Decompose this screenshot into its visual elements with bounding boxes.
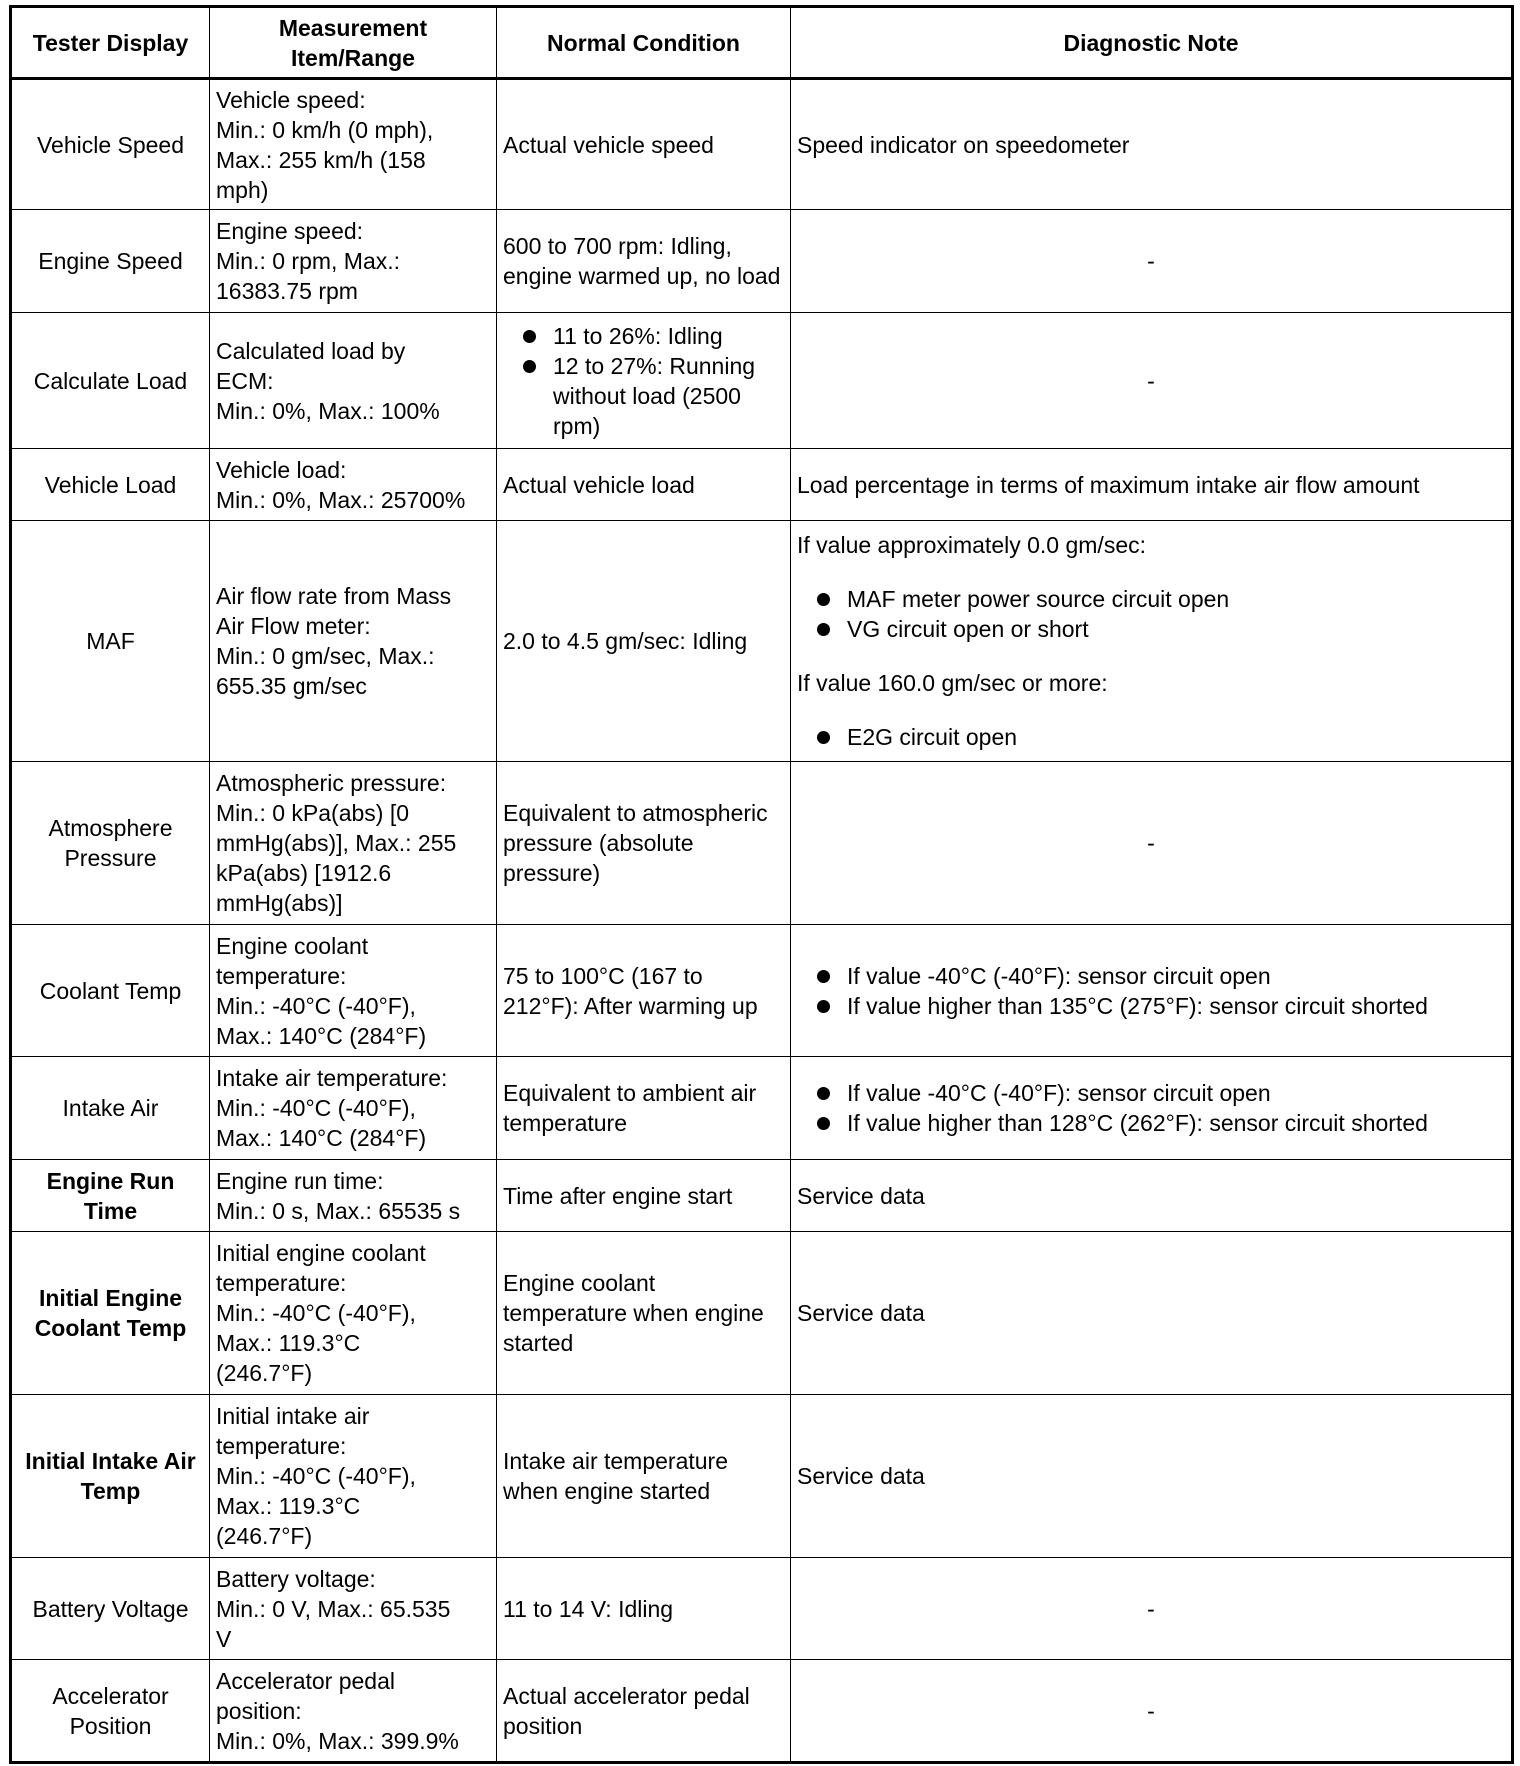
cell-diagnostic-note — [791, 1057, 1513, 1160]
range-line: temperature: — [216, 962, 347, 989]
note-bullet-list — [797, 722, 1505, 752]
cell-tester-display: Vehicle Load — [11, 449, 210, 521]
cell-measurement-range — [210, 925, 497, 1057]
table-row — [11, 1660, 1513, 1763]
cell-tester-display: Vehicle Speed — [11, 79, 210, 210]
range-line: mmHg(abs)], Max.: 255 — [216, 830, 457, 856]
table-row — [11, 762, 1513, 925]
range-line: Min.: 0 kPa(abs) [0 — [216, 800, 410, 826]
cell-normal-condition: 600 to 700 rpm: Idling, engine warmed up, no load — [497, 210, 791, 313]
table-row — [11, 210, 1513, 313]
cell-normal-condition — [497, 313, 791, 449]
cell-diagnostic-note: - — [791, 762, 1513, 925]
header-measurement-item-range — [210, 7, 497, 79]
list-item: 11 to 26%: Idling — [503, 321, 784, 351]
cell-diagnostic-note — [791, 521, 1513, 762]
display-line: Accelerator — [52, 1682, 169, 1709]
range-line: Initial engine coolant — [216, 1240, 426, 1266]
range-line: Accelerator pedal — [216, 1667, 395, 1694]
cell-measurement-range — [210, 762, 497, 925]
note-intro: If value approximately 0.0 gm/sec: — [797, 532, 1146, 558]
note-bullet-list — [797, 584, 1505, 644]
range-line: Min.: 0 rpm, Max.: — [216, 248, 401, 274]
cell-tester-display: Coolant Temp — [11, 925, 210, 1057]
range-line: Min.: 0%, Max.: 100% — [216, 397, 440, 424]
range-line: Max.: 119.3°C — [216, 1330, 361, 1356]
cell-measurement-range — [210, 1160, 497, 1232]
table-header-row — [11, 7, 1513, 79]
cell-measurement-range — [210, 313, 497, 449]
cell-measurement-range — [210, 79, 497, 210]
list-item: E2G circuit open — [797, 722, 1505, 752]
cell-diagnostic-note: - — [791, 1660, 1513, 1763]
note-bullet-list — [797, 961, 1505, 1021]
range-line: Engine run time: — [216, 1167, 384, 1194]
cell-normal-condition: Engine coolant temperature when engine started — [497, 1232, 791, 1395]
list-item: VG circuit open or short — [797, 614, 1505, 644]
range-line: position: — [216, 1697, 302, 1724]
range-line: Min.: 0 s, Max.: 65535 s — [216, 1197, 461, 1224]
range-line: (246.7°F) — [216, 1523, 313, 1549]
tester-data-table — [9, 5, 1514, 1764]
range-line: Intake air temperature: — [216, 1065, 448, 1091]
table-row — [11, 925, 1513, 1057]
normal-bullet-list — [503, 321, 784, 441]
header-diagnostic-note: Diagnostic Note — [791, 7, 1513, 79]
range-line: Max.: 119.3°C — [216, 1493, 361, 1519]
cell-tester-display — [11, 1660, 210, 1763]
cell-normal-condition: 11 to 14 V: Idling — [497, 1558, 791, 1660]
cell-diagnostic-note: Service data — [791, 1395, 1513, 1558]
header-normal-condition: Normal Condition — [497, 7, 791, 79]
range-line: Max.: 140°C (284°F) — [216, 1022, 427, 1049]
list-item: If value -40°C (-40°F): sensor circuit open — [797, 961, 1505, 991]
range-line: V — [216, 1625, 232, 1652]
list-item: MAF meter power source circuit open — [797, 584, 1505, 614]
range-line: Air flow rate from Mass — [216, 583, 452, 609]
cell-tester-display — [11, 1232, 210, 1395]
cell-diagnostic-note: Load percentage in terms of maximum intake air flow amount — [791, 449, 1513, 521]
range-line: mph) — [216, 176, 269, 203]
range-line: temperature: — [216, 1433, 347, 1459]
range-line: 16383.75 rpm — [216, 278, 358, 304]
cell-diagnostic-note — [791, 925, 1513, 1057]
header-tester-display: Tester Display — [11, 7, 210, 79]
table-row — [11, 521, 1513, 762]
range-line: Min.: 0 gm/sec, Max.: — [216, 643, 435, 669]
cell-tester-display — [11, 1395, 210, 1558]
table-row — [11, 1395, 1513, 1558]
display-line: Atmosphere — [48, 815, 173, 841]
cell-diagnostic-note: - — [791, 210, 1513, 313]
range-line: Atmospheric pressure: — [216, 770, 447, 796]
header-measurement-line1: Measurement — [278, 14, 428, 41]
range-line: mmHg(abs)] — [216, 890, 343, 916]
table-row — [11, 1558, 1513, 1660]
display-line: Initial Engine — [38, 1285, 183, 1311]
display-line: Temp — [80, 1478, 141, 1504]
display-line: Pressure — [64, 845, 157, 871]
cell-measurement-range — [210, 1232, 497, 1395]
range-line: Min.: -40°C (-40°F), — [216, 1095, 416, 1121]
range-line: Calculated load by — [216, 337, 406, 364]
table-row — [11, 79, 1513, 210]
display-line: Position — [69, 1712, 152, 1739]
range-line: Vehicle speed: — [216, 86, 366, 113]
cell-diagnostic-note: Service data — [791, 1160, 1513, 1232]
cell-normal-condition: Actual vehicle load — [497, 449, 791, 521]
display-line: Coolant Temp — [34, 1315, 187, 1341]
range-line: Min.: 0%, Max.: 399.9% — [216, 1727, 459, 1754]
range-line: Initial intake air — [216, 1403, 370, 1429]
cell-measurement-range — [210, 1057, 497, 1160]
range-line: Min.: -40°C (-40°F), — [216, 992, 416, 1019]
range-line: ECM: — [216, 367, 274, 394]
cell-normal-condition: 2.0 to 4.5 gm/sec: Idling — [497, 521, 791, 762]
cell-tester-display: Intake Air — [11, 1057, 210, 1160]
range-line: Air Flow meter: — [216, 613, 371, 639]
table-row — [11, 1232, 1513, 1395]
cell-measurement-range — [210, 1660, 497, 1763]
cell-normal-condition: Equivalent to ambient air temperature — [497, 1057, 791, 1160]
cell-tester-display: Engine Speed — [11, 210, 210, 313]
range-line: Max.: 140°C (284°F) — [216, 1125, 427, 1151]
range-line: Min.: 0 km/h (0 mph), — [216, 116, 434, 143]
cell-tester-display: MAF — [11, 521, 210, 762]
note-bullet-list — [797, 1078, 1505, 1138]
list-item: If value -40°C (-40°F): sensor circuit open — [797, 1078, 1505, 1108]
range-line: (246.7°F) — [216, 1360, 313, 1386]
cell-tester-display — [11, 762, 210, 925]
cell-normal-condition: Actual accelerator pedal position — [497, 1660, 791, 1763]
table-row — [11, 449, 1513, 521]
cell-normal-condition: Equivalent to atmospheric pressure (absolute pressure) — [497, 762, 791, 925]
cell-diagnostic-note: - — [791, 313, 1513, 449]
list-item: If value higher than 135°C (275°F): sensor circuit shorted — [797, 991, 1505, 1021]
cell-normal-condition: Intake air temperature when engine started — [497, 1395, 791, 1558]
table-row — [11, 1160, 1513, 1232]
cell-tester-display: Battery Voltage — [11, 1558, 210, 1660]
display-line: Time — [83, 1197, 138, 1224]
table-row — [11, 1057, 1513, 1160]
display-line: Initial Intake Air — [25, 1448, 196, 1474]
range-line: Engine coolant — [216, 932, 369, 959]
cell-measurement-range — [210, 210, 497, 313]
range-line: Min.: -40°C (-40°F), — [216, 1463, 416, 1489]
range-line: temperature: — [216, 1270, 347, 1296]
data-list-page — [9, 5, 1511, 1761]
range-line: Min.: 0 V, Max.: 65.535 — [216, 1595, 451, 1622]
cell-normal-condition: 75 to 100°C (167 to 212°F): After warming up — [497, 925, 791, 1057]
list-item: If value higher than 128°C (262°F): sensor circuit shorted — [797, 1108, 1505, 1138]
range-line: Min.: 0%, Max.: 25700% — [216, 486, 466, 513]
range-line: Engine speed: — [216, 218, 364, 244]
cell-diagnostic-note: Service data — [791, 1232, 1513, 1395]
cell-tester-display: Calculate Load — [11, 313, 210, 449]
cell-diagnostic-note: Speed indicator on speedometer — [791, 79, 1513, 210]
list-item: 12 to 27%: Running without load (2500 rpm) — [503, 351, 784, 441]
range-line: Min.: -40°C (-40°F), — [216, 1300, 416, 1326]
cell-diagnostic-note: - — [791, 1558, 1513, 1660]
cell-measurement-range — [210, 1558, 497, 1660]
range-line: Vehicle load: — [216, 456, 347, 483]
cell-measurement-range — [210, 449, 497, 521]
cell-normal-condition: Actual vehicle speed — [497, 79, 791, 210]
display-line: Engine Run — [46, 1167, 175, 1194]
header-measurement-line2: Item/Range — [291, 44, 415, 71]
range-line: 655.35 gm/sec — [216, 673, 367, 699]
range-line: Battery voltage: — [216, 1565, 376, 1592]
table-row — [11, 313, 1513, 449]
range-line: Max.: 255 km/h (158 — [216, 146, 426, 173]
note-intro: If value 160.0 gm/sec or more: — [797, 670, 1108, 696]
range-line: kPa(abs) [1912.6 — [216, 860, 392, 886]
cell-tester-display — [11, 1160, 210, 1232]
cell-measurement-range — [210, 521, 497, 762]
cell-normal-condition: Time after engine start — [497, 1160, 791, 1232]
cell-measurement-range — [210, 1395, 497, 1558]
